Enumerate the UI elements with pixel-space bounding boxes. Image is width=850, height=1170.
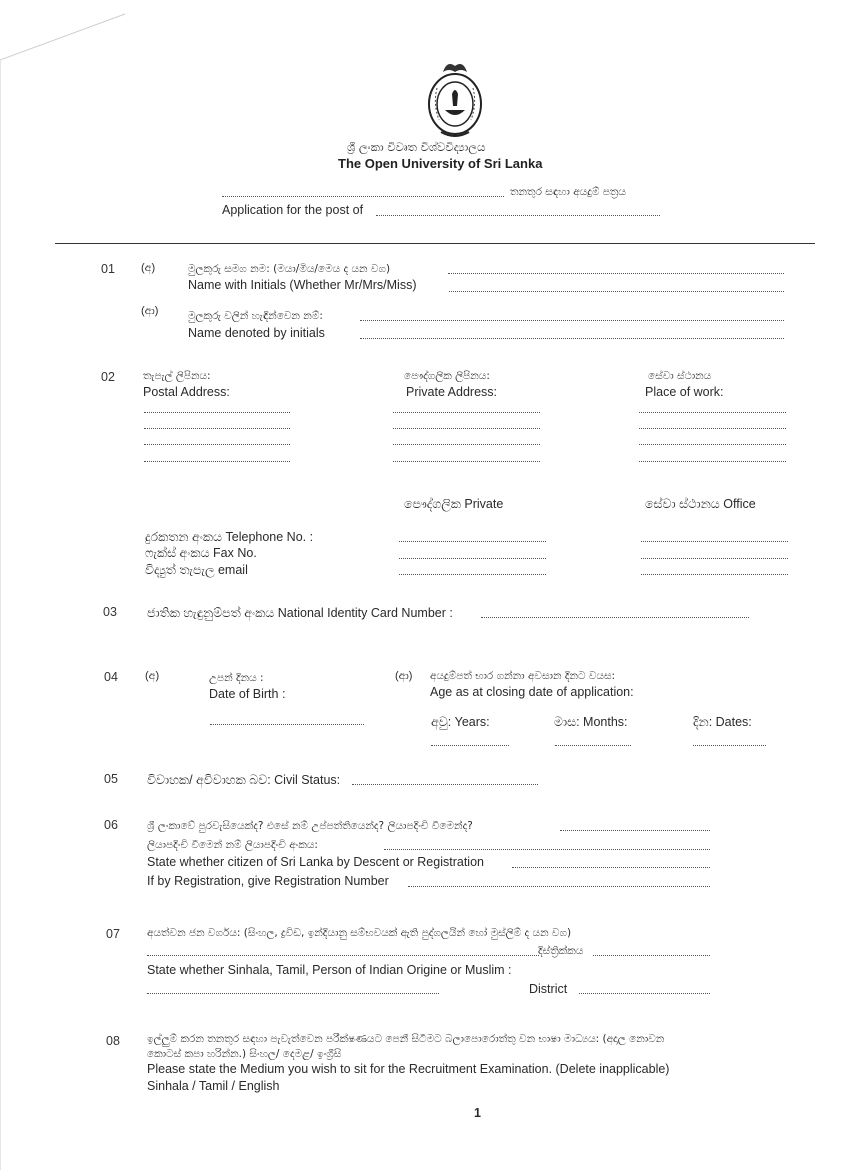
name-by-initials-label-si: මුලකුරු වලින් හැඳින්වෙන නම්: — [188, 310, 323, 322]
dob-label-en: Date of Birth : — [209, 687, 286, 701]
section-number-05: 05 — [104, 772, 118, 786]
citizenship-field[interactable] — [512, 867, 710, 868]
post-field[interactable] — [376, 215, 660, 216]
name-with-initials-label-si: මුලකුරු සමග නම: (මයා/මිය/මෙය ද යන වග) — [188, 263, 391, 275]
work-address-line-1[interactable] — [639, 412, 786, 413]
telephone-label: දුරකතන අංකය Telephone No. : — [145, 530, 314, 544]
telephone-private-field[interactable] — [399, 541, 546, 542]
civil-status-field[interactable] — [352, 784, 538, 785]
university-name-sinhala: ශ්‍රී ලංකා විවෘත විශ්වවිද්‍යාලය — [347, 140, 486, 154]
postal-address-line-1[interactable] — [144, 412, 290, 413]
marker-04b: (ආ) — [395, 670, 413, 682]
telephone-office-field[interactable] — [641, 541, 788, 542]
fax-private-field[interactable] — [399, 558, 546, 559]
district-label-si: දිස්ත්‍රික්කය — [538, 945, 584, 957]
university-name-english: The Open University of Sri Lanka — [338, 156, 543, 171]
age-years-label: අවු: Years: — [431, 715, 490, 729]
district-field[interactable] — [579, 993, 710, 994]
place-of-work-label-en: Place of work: — [645, 385, 724, 399]
section-number-02: 02 — [101, 370, 115, 384]
section-number-04: 04 — [104, 670, 118, 684]
post-dots-si[interactable] — [222, 196, 504, 197]
district-si-field[interactable] — [593, 955, 710, 956]
nic-field[interactable] — [481, 617, 749, 618]
scan-edge-shadow — [0, 0, 140, 1170]
registration-number-label-si: ලියාපදිංචි වීමෙන් නම් ලියාපදිංචි අංකය: — [147, 839, 318, 851]
citizenship-question-si: ශ්‍රී ලංකාවේ පුරවැසියෙක්ද? එසේ නම් උප්පත්තියෙන්ද? ලියාපදිංචි වීමෙන්ද? — [147, 820, 473, 832]
fax-office-field[interactable] — [641, 558, 788, 559]
work-address-line-3[interactable] — [639, 444, 786, 445]
email-private-field[interactable] — [399, 574, 546, 575]
registration-number-label-en: If by Registration, give Registration Number — [147, 874, 389, 888]
ethnicity-field[interactable] — [147, 993, 439, 994]
name-with-initials-label-en: Name with Initials (Whether Mr/Mrs/Miss) — [188, 278, 417, 292]
age-days-label: දින: Dates: — [693, 715, 752, 729]
postal-address-label-si: තැපැල් ලිපිනය: — [143, 370, 211, 382]
section-number-08: 08 — [106, 1034, 120, 1048]
contact-column-office: සේවා ස්ථානය Office — [645, 497, 756, 511]
marker-01b: (ආ) — [141, 305, 159, 317]
dob-label-si: උපන් දිනය : — [209, 672, 264, 684]
medium-question-si-line-2: කොටස් කපා හරින්න.) සිංහල/ දෙමළ/ ඉංග්‍රීසි — [147, 1048, 342, 1060]
name-by-initials-dots-1[interactable] — [360, 320, 784, 321]
name-by-initials-label-en: Name denoted by initials — [188, 326, 325, 340]
citizenship-si-field[interactable] — [560, 830, 710, 831]
private-address-label-en: Private Address: — [406, 385, 498, 399]
private-address-line-2[interactable] — [393, 428, 540, 429]
registration-number-field[interactable] — [408, 886, 710, 887]
postal-address-line-4[interactable] — [144, 461, 290, 462]
name-with-initials-dots-1[interactable] — [448, 273, 784, 274]
work-address-line-2[interactable] — [639, 428, 786, 429]
citizenship-label-en: State whether citizen of Sri Lanka by Descent or Registration — [147, 855, 484, 869]
age-years-field[interactable] — [431, 745, 509, 746]
name-by-initials-field[interactable] — [360, 338, 784, 339]
age-label-en: Age as at closing date of application: — [430, 685, 634, 699]
ethnicity-question-si: අයත්වන ජන වර්ගය: (සිංහල, ද්‍රවිඩ, ඉන්දියානු සම්භවයක් ඇති පුද්ගලයින් හෝ මුස්ලිම් ද යන වග) — [147, 927, 572, 939]
age-days-field[interactable] — [693, 745, 766, 746]
fax-label: ෆැක්ස් අංකය Fax No. — [145, 546, 257, 560]
district-label-en: District — [529, 982, 568, 996]
university-crest-icon — [423, 58, 487, 140]
private-address-line-4[interactable] — [393, 461, 540, 462]
nic-label: ජාතික හැඳුනුම්පත් අංකය National Identity Card Number : — [147, 606, 453, 620]
postal-address-label-en: Postal Address: — [143, 385, 230, 399]
section-number-03: 03 — [103, 605, 117, 619]
civil-status-label: විවාහක/ අවිවාහක බව: Civil Status: — [147, 773, 341, 787]
header-divider — [55, 243, 815, 244]
name-with-initials-field[interactable] — [449, 291, 784, 292]
medium-question-si-line-1: ඉල්ලුම් කරන තනතුර සඳහා පැවැත්වෙන පරීක්ෂණයට පෙනී සිටීමට බලාපොරොත්තු වන භාෂා මාධ්‍යය: (අදාල නොවන — [147, 1033, 665, 1045]
postal-address-line-3[interactable] — [144, 444, 290, 445]
post-label-english: Application for the post of — [222, 203, 364, 217]
page-number: 1 — [474, 1106, 481, 1120]
section-number-06: 06 — [104, 818, 118, 832]
section-number-01: 01 — [101, 262, 115, 276]
place-of-work-label-si: සේවා ස්ථානය — [648, 370, 712, 382]
marker-01a: (අ) — [141, 262, 156, 274]
marker-04a: (අ) — [145, 670, 160, 682]
postal-address-line-2[interactable] — [144, 428, 290, 429]
post-label-sinhala: තනතුර සඳහා අයදුම් පත්‍රය — [510, 186, 626, 198]
medium-options[interactable]: Sinhala / Tamil / English — [147, 1079, 280, 1093]
ethnicity-label-en: State whether Sinhala, Tamil, Person of Indian Origine or Muslim : — [147, 963, 512, 977]
medium-question-en: Please state the Medium you wish to sit for the Recruitment Examination. (Delete inapplicable) — [147, 1062, 670, 1076]
contact-column-private: පෞද්ගලික Private — [404, 497, 504, 511]
registration-si-field[interactable] — [384, 849, 710, 850]
ethnicity-si-field[interactable] — [147, 955, 539, 956]
private-address-line-1[interactable] — [393, 412, 540, 413]
age-label-si: අයදුම්පත් භාර ගන්නා අවසාන දිනට වයස: — [430, 670, 616, 682]
dob-field[interactable] — [210, 724, 364, 725]
private-address-label-si: පෞද්ගලික ලිපිනය: — [404, 370, 490, 382]
section-number-07: 07 — [106, 927, 120, 941]
email-office-field[interactable] — [641, 574, 788, 575]
work-address-line-4[interactable] — [639, 461, 786, 462]
age-months-label: මාස: Months: — [554, 715, 628, 729]
age-months-field[interactable] — [555, 745, 631, 746]
email-label: විද්‍යුත් තැපැල email — [145, 563, 248, 577]
private-address-line-3[interactable] — [393, 444, 540, 445]
